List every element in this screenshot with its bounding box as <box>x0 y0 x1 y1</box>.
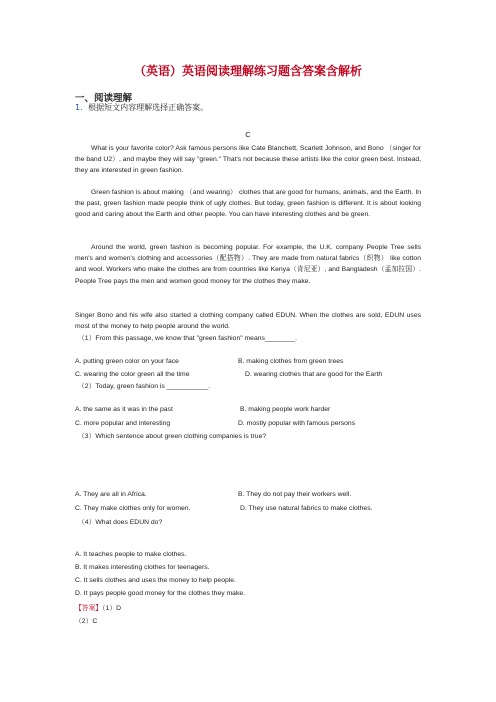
option-d: D. mostly popular with famous persons <box>238 420 356 427</box>
option-d: D. wearing clothes that are good for the Earth <box>245 371 383 378</box>
paragraph-4: Singer Bono and his wife also started a clothing company called EDUN. When the clothes are sold, EDUN uses most of the money to help people around the world. <box>75 312 421 331</box>
option-a: A. the same as it was in the past <box>75 406 173 413</box>
option-d: D. They use natural fabrics to make clothes. <box>240 505 373 512</box>
option-a: A. putting green color on your face <box>75 358 179 365</box>
option-a: A. It teaches people to make clothes. <box>75 551 187 558</box>
option-a: A. They are all in Africa. <box>75 491 147 498</box>
instruction-text: 根据短文内容理解选择正确答案。 <box>88 103 209 112</box>
option-b: B. making people work harder <box>240 406 331 413</box>
passage-letter: C <box>245 130 251 139</box>
option-b: B. making clothes from green trees <box>238 358 344 365</box>
question-stem: （2）Today, green fashion is ___________. <box>78 383 211 390</box>
option-c: C. They make clothes only for women. <box>75 505 191 512</box>
paragraph-1: What is your favorite color? Ask famous persons like Cate Blanchett, Scarlett Johnson, and Bono （singer for the band U2）, and maybe they will say "green." That's not because these artists like the color green best. Instead, they are interested in green fashion. <box>75 145 421 175</box>
instruction <box>75 102 208 113</box>
option-c: C. wearing the color green all the time <box>75 371 190 378</box>
answer-item: （2）C <box>75 618 98 625</box>
answer-label: 【答案】 <box>75 605 103 612</box>
option-c: C. It sells clothes and uses the money to help people. <box>75 577 236 584</box>
section-heading: 一、阅读理解 <box>75 93 133 104</box>
answer-line <box>75 603 121 614</box>
option-b: B. They do not pay their workers well. <box>238 491 352 498</box>
question-stem: （3）Which sentence about green clothing companies is true? <box>78 433 267 440</box>
option-d: D. It pays people good money for the clothes they make. <box>75 590 246 597</box>
option-b: B. It makes interesting clothes for teenagers. <box>75 564 210 571</box>
question-stem: （4）What does EDUN do? <box>78 519 163 526</box>
answer-item: （1）D <box>102 605 122 612</box>
question-number: 1． <box>75 103 89 112</box>
option-c: C. more popular and interesting <box>75 420 171 427</box>
document-title: （英语）英语阅读理解练习题含答案含解析 <box>133 64 362 78</box>
question-stem: （1）From this passage, we know that "green fashion" means________. <box>78 335 298 342</box>
paragraph-3: Around the world, green fashion is becoming popular. For example, the U.K. company People Tree sells men's and women's clothing and accessories（配搭物）. They are made from natural fabrics（织物） like cotton and wool. Workers who make the clothes are from countries like Kenya（肯尼亚）, and Bangladesh（孟加拉国）. People Tree pays the men and women good money for the clothes they make. <box>75 244 421 285</box>
paragraph-2: Green fashion is about making （and wearing） clothes that are good for humans, animals, and the Earth. In the past, green fashion made people think of ugly clothes. But today, green fashion is different. It is about looking good and caring about the Earth and other people. You can have interesting clothes and be green. <box>75 189 421 219</box>
